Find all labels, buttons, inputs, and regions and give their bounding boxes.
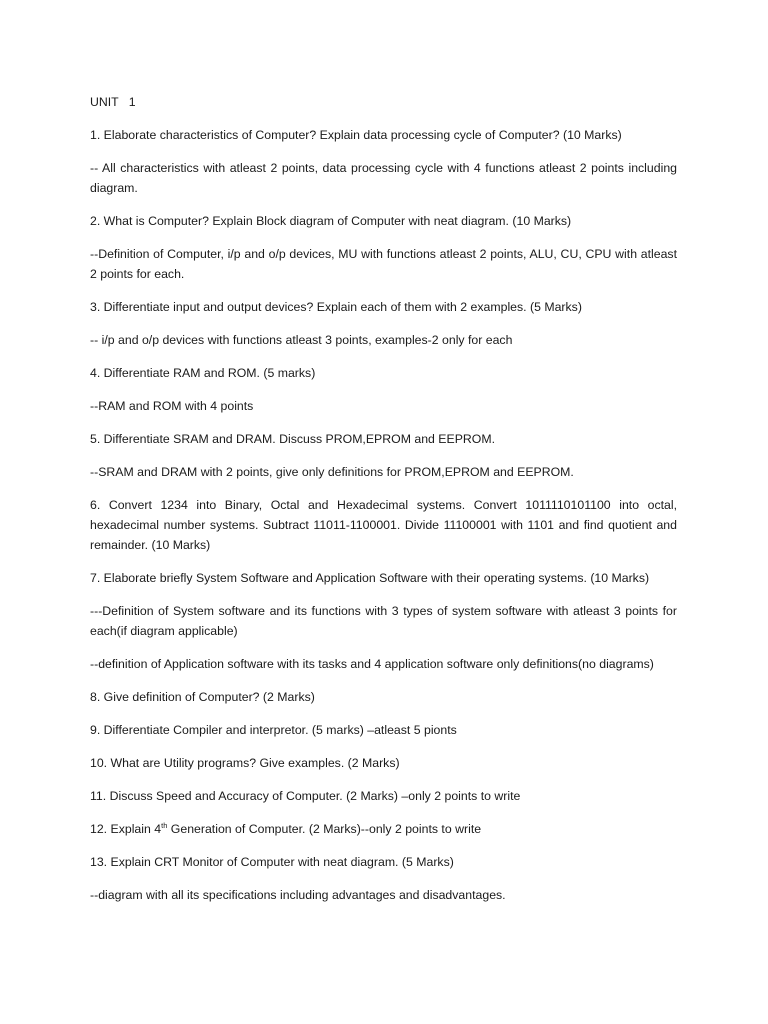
question-12 xyxy=(90,819,677,839)
question-12-start: 12. Explain 4 xyxy=(90,822,162,836)
question-7: 7. Elaborate briefly System Software and Application Software with their operating systems. (10 Marks) xyxy=(90,571,650,585)
question-1: 1. Elaborate characteristics of Computer? Explain data processing cycle of Computer? (10 Marks) xyxy=(90,128,622,142)
question-10: 10. What are Utility programs? Give examples. (2 Marks) xyxy=(90,756,400,770)
question-11: 11. Discuss Speed and Accuracy of Computer. (2 Marks) –only 2 points to write xyxy=(90,789,521,803)
answer-hint-5: --SRAM and DRAM with 2 points, give only definitions for PROM,EPROM and EEPROM. xyxy=(90,465,574,479)
question-8: 8. Give definition of Computer? (2 Marks) xyxy=(90,690,315,704)
question-2: 2. What is Computer? Explain Block diagram of Computer with neat diagram. (10 Marks) xyxy=(90,214,572,228)
answer-hint-3: -- i/p and o/p devices with functions atleast 3 points, examples-2 only for each xyxy=(90,333,513,347)
answer-hint-4: --RAM and ROM with 4 points xyxy=(90,399,254,413)
answer-hint-1: -- All characteristics with atleast 2 points, data processing cycle with 4 functions atleast 2 points including diagram. xyxy=(90,161,677,195)
answer-hint-13: --diagram with all its specifications including advantages and disadvantages. xyxy=(90,888,506,902)
question-13: 13. Explain CRT Monitor of Computer with neat diagram. (5 Marks) xyxy=(90,855,454,869)
question-4: 4. Differentiate RAM and ROM. (5 marks) xyxy=(90,366,316,380)
question-9: 9. Differentiate Compiler and interpretor. (5 marks) –atleast 5 pionts xyxy=(90,723,457,737)
question-3: 3. Differentiate input and output devices? Explain each of them with 2 examples. (5 Marks) xyxy=(90,300,582,314)
answer-hint-2: --Definition of Computer, i/p and o/p devices, MU with functions atleast 2 points, ALU, CU, CPU with atleast 2 points for each. xyxy=(90,247,677,281)
answer-hint-7b: --definition of Application software with its tasks and 4 application software only definitions(no diagrams) xyxy=(90,657,654,671)
question-12-end: Generation of Computer. (2 Marks)--only 2 points to write xyxy=(167,822,482,836)
question-6: 6. Convert 1234 into Binary, Octal and Hexadecimal systems. Convert 1011110101100 into octal, hexadecimal number systems. Subtract 11011-1100001. Divide 11100001 with 1101 and find quotient and remainder. (10 Marks) xyxy=(90,498,677,552)
question-5: 5. Differentiate SRAM and DRAM. Discuss PROM,EPROM and EEPROM. xyxy=(90,432,496,446)
document-page xyxy=(90,92,677,918)
question-12-superscript: th xyxy=(161,820,168,830)
answer-hint-7a: ---Definition of System software and its functions with 3 types of system software with atleast 3 points for each(if diagram applicable) xyxy=(90,604,677,638)
unit-heading: UNIT 1 xyxy=(90,95,136,109)
